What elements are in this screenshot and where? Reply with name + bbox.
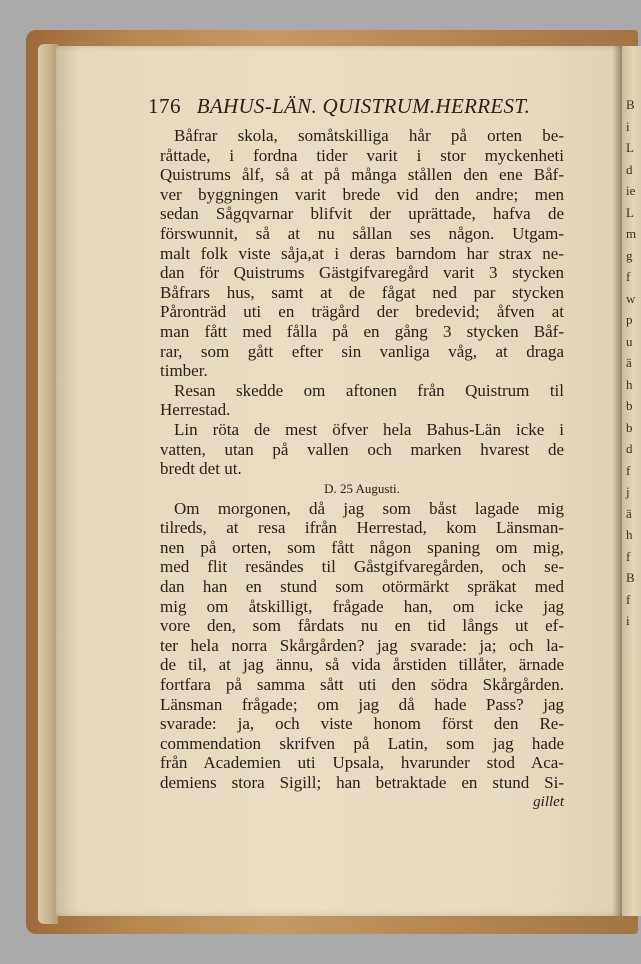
text-line: med flit resändes til Gåstgifvaregården, och se- [160, 557, 564, 577]
page-body-text [160, 126, 564, 812]
text-line: Quistrums ålf, så at på många stållen den ene Båf- [160, 165, 564, 185]
text-line: Om morgonen, då jag som båst lagade mig [174, 498, 564, 518]
facing-page-fragment: f [626, 548, 631, 564]
text-line: förswunnit, så at nu sållan ses någon. Utgam- [160, 223, 564, 243]
text-line: bredt det ut. [160, 459, 242, 479]
text-line: ver byggningen varit brede vid den andre; men [160, 184, 564, 204]
facing-page-fragment: L [626, 204, 634, 220]
facing-page-fragment: L [626, 140, 634, 155]
text-line: Påronträd uti en trägård der bredevid; åfven at [160, 302, 564, 322]
page-gutter-shadow [612, 46, 622, 916]
facing-page-fragment: h [626, 376, 633, 392]
facing-page-fragment: w [626, 290, 636, 306]
facing-page-fragment: i [626, 118, 630, 134]
text-line: svarade: ja, och viste honom först den Re- [160, 714, 564, 734]
text-line: malt folk viste såja,at i deras barndom har strax ne- [160, 243, 564, 263]
facing-page-fragment: p [626, 312, 633, 327]
facing-page-fragment: ä [626, 355, 632, 370]
text-line: vatten, utan på vallen och marken hvarest de [160, 439, 564, 459]
text-line: Båfrars hus, samt at de fågat ned par stycken [160, 282, 564, 302]
date-line: D. 25 Augusti. [324, 480, 400, 496]
text-line: ter hela norra Skårgården? jag svarade: ja; och la- [160, 635, 564, 655]
text-line: vore den, som fårdats nu en tid långs ut ef- [160, 616, 564, 636]
facing-page-fragment: B [626, 97, 635, 112]
text-line: Lin röta de mest öfver hela Bahus-Län icke i [174, 419, 564, 439]
facing-page-fragment: d [626, 441, 633, 456]
text-line: fortfara på samma sått uti den södra Skårgården. [160, 675, 564, 695]
text-line: commendation skrifven på Latin, som jag hade [160, 733, 564, 753]
facing-page-fragment: m [626, 226, 637, 241]
text-line: Länsman frågade; om jag då hade Pass? jag [160, 694, 564, 714]
text-line: man fått med fålla på en gång 3 stycken Båf- [160, 321, 564, 341]
text-line: Herrestad. [160, 400, 231, 420]
text-line: Resan skedde om aftonen från Quistrum til [174, 380, 564, 400]
text-line: från Academien uti Upsala, hvarunder stod Aca- [160, 753, 564, 773]
text-line: dan för Quistrums Gästgifvaregård varit 3 stycken [160, 263, 564, 283]
text-line: mig om åtskilligt, frågade han, om icke jag [160, 596, 564, 616]
facing-page-fragment: b [626, 419, 633, 435]
facing-page-fragment: i [626, 613, 630, 628]
facing-page-fragment: j [626, 484, 630, 499]
facing-page-fragment: B [626, 570, 635, 585]
text-line: sedan Sågqvarnar blifvit der uprättade, hafva de [160, 204, 564, 224]
facing-page-fragment: g [626, 247, 633, 263]
facing-page-fragment: f [626, 591, 631, 607]
facing-page-fragment: u [626, 333, 633, 349]
page-block-edge [38, 44, 58, 924]
facing-page-fragment: ie [626, 183, 636, 198]
text-line: de til, at jag ännu, så vida årstiden tillåter, ärnade [160, 655, 564, 675]
facing-page-fragment: d [626, 161, 633, 177]
text-line: Båfrar skola, somåtskilliga hår på orten be- [174, 126, 564, 145]
text-line: rar, som gått efter sin vanliga våg, at draga [160, 341, 564, 361]
running-head: BAHUS-LÄN. QUISTRUM.HERREST. [196, 94, 531, 118]
text-line: timber. [160, 361, 208, 381]
text-line: nen på orten, som fått någon spaning om mig, [160, 537, 564, 557]
text-line: råttade, i fordna tider varit i stor myckenheti [160, 145, 564, 165]
page-header [148, 94, 568, 120]
text-line: dan han en stund som otörmärkt spräkat med [160, 577, 564, 597]
catchword: gillet [533, 793, 564, 810]
facing-page-fragment: h [626, 527, 633, 542]
facing-page-fragment: ä [626, 505, 632, 521]
page-number: 176 [148, 94, 181, 118]
facing-page-fragment: b [626, 398, 633, 413]
facing-page-fragment: f [626, 462, 631, 478]
text-line: tilreds, at resa ifrån Herrestad, kom Länsman- [160, 518, 564, 538]
text-line: demiens stora Sigill; han betraktade en stund Si- [160, 773, 564, 792]
background-bottom [0, 934, 641, 964]
facing-page-fragment: f [626, 269, 631, 284]
facing-page-edge [622, 46, 641, 916]
